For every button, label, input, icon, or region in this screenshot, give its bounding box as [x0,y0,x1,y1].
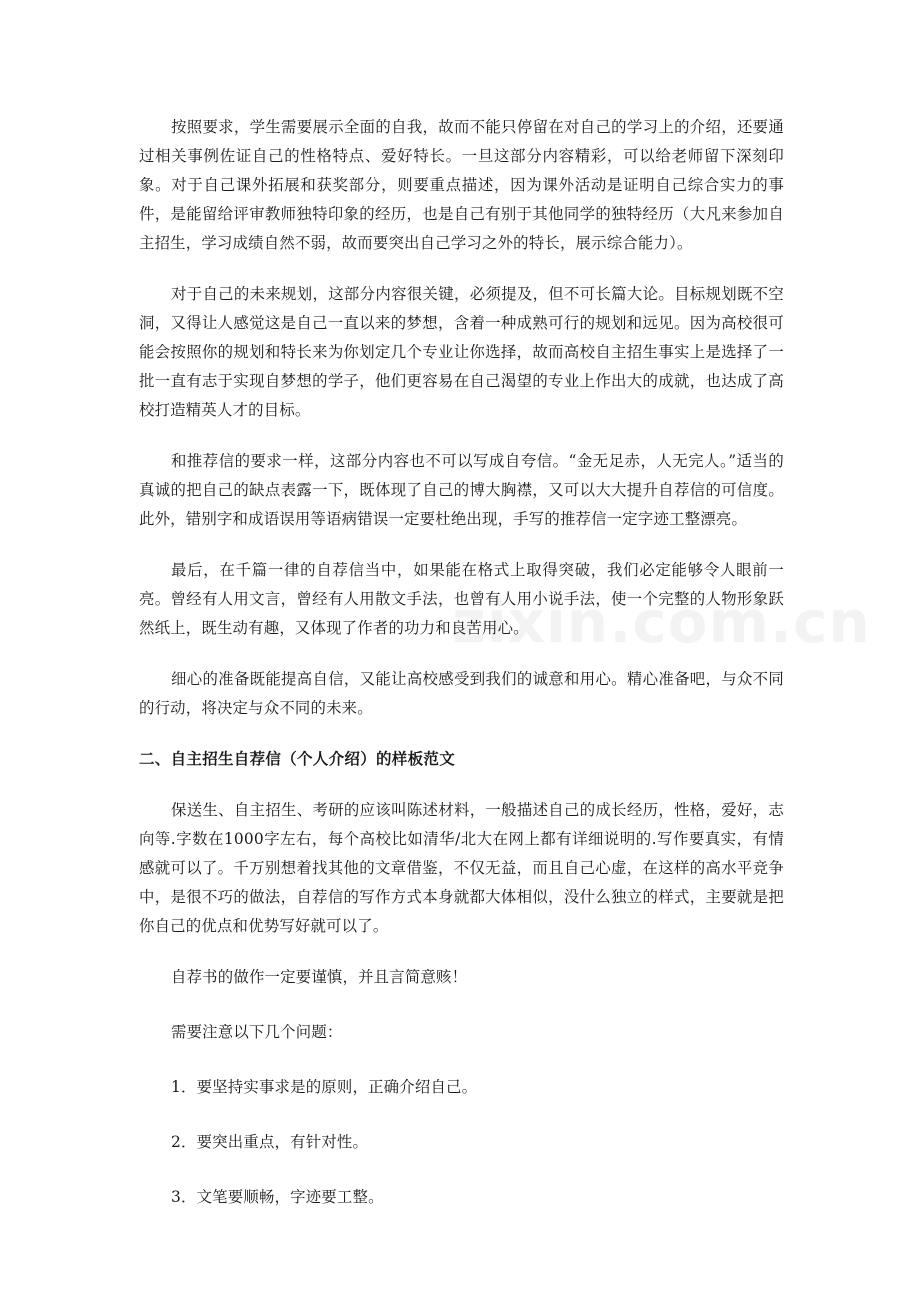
paragraph-future-plan: 对于自己的未来规划，这部分内容很关键，必须提及，但不可长篇大论。目标规划既不空洞，又得让人感觉这是自己一直以来的梦想，含着一种成熟可行的规划和远见。因为高校很可能会按照你的规划和特长来为你划定几个专业让你选择，故而高校自主招生事实上是选择了一批一直有志于实现自梦想的学子，他们更容易在自己渴望的专业上作出大的成就，也达成了高校打造精英人才的目标。 [139,285,784,419]
list-item: 3．文笔要顺畅，字迹要工整。 [171,1188,384,1206]
paragraph-honesty: 和推荐信的要求一样，这部分内容也不可以写成自夸信。“金无足赤，人无完人。”适当的真诚的把自己的缺点表露一下，既体现了自己的博大胸襟，又可以大大提升自荐信的可信度。此外，错别字和成语误用等语病错误一定要杜绝出现，手写的推荐信一定字迹工整漂亮。 [139,452,784,528]
section-heading: 二、自主招生自荐信（个人介绍）的样板范文 [139,750,456,768]
list-item: 1．要坚持实事求是的原则，正确介绍自己。 [171,1078,478,1096]
paragraph-list-intro: 需要注意以下几个问题： [171,1023,343,1041]
paragraph-format-breakthrough: 最后，在千篇一律的自荐信当中，如果能在格式上取得突破，我们必定能够令人眼前一亮。曾经有人用文言，曾经有人用散文手法，也曾有人用小说手法，使一个完整的人物形象跃然纸上，既生动有趣，又体现了作者的功力和良苦用心。 [139,561,784,637]
paragraph-section2-note: 自荐书的做作一定要谨慎，并且言简意赅！ [171,968,468,986]
paragraph-self-presentation: 按照要求，学生需要展示全面的自我，故而不能只停留在对自己的学习上的介绍，还要通过相关事例佐证自己的性格特点、爱好特长。一旦这部分内容精彩，可以给老师留下深刻印象。对于自己课外拓展和获奖部分，则要重点描述，因为课外活动是证明自己综合实力的事件，是能留给评审教师独特印象的经历，也是自己有别于其他同学的独特经历（大凡来参加自主招生，学习成绩自然不弱，故而要突出自己学习之外的特长，展示综合能力）。 [139,118,784,252]
paragraph-preparation: 细心的准备既能提高自信，又能让高校感受到我们的诚意和用心。精心准备吧，与众不同的行动，将决定与众不同的未来。 [139,670,784,717]
list-item: 2．要突出重点，有针对性。 [171,1133,369,1151]
paragraph-section2-intro: 保送生、自主招生、考研的应该叫陈述材料，一般描述自己的成长经历，性格，爱好，志向等.字数在1000字左右，每个高校比如清华/北大在网上都有详细说明的.写作要真实，有情感就可以了。千万别想着找其他的文章借鉴，不仅无益，而且自己心虚，在这样的高水平竞争中，是很不巧的做法，自荐信的写作方式本身就都大体相似，没什么独立的样式，主要就是把你自己的优点和优势写好就可以了。 [139,801,784,935]
document-body [139,113,784,1238]
